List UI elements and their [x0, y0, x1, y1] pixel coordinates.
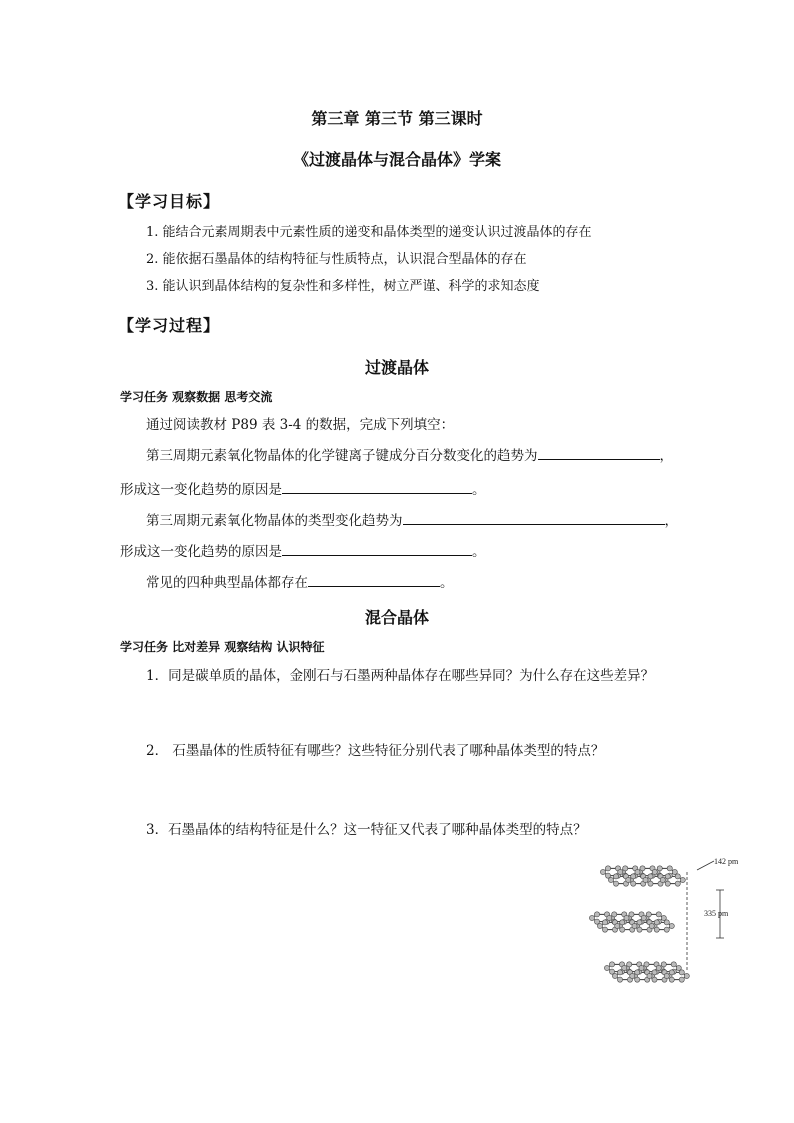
carbon-atom [631, 874, 636, 879]
carbon-atom [635, 977, 640, 982]
carbon-atom [624, 915, 629, 920]
transition-question-2 [146, 509, 678, 529]
carbon-atom [679, 970, 684, 975]
carbon-atom [675, 881, 680, 886]
carbon-atom [644, 962, 649, 967]
carbon-atom [597, 923, 602, 928]
carbon-atom [612, 973, 617, 978]
carbon-atom [669, 977, 674, 982]
carbon-atom [664, 920, 669, 925]
carbon-atom [665, 874, 670, 879]
carbon-atom [604, 965, 609, 970]
carbon-atom [618, 869, 623, 874]
carbon-atom [643, 877, 648, 882]
objective-item-1: 1. 能结合元素周期表中元素性质的递变和晶体类型的递变认识过渡晶体的存在 [146, 225, 592, 240]
transition-crystal-heading: 过渡晶体 [364, 358, 429, 377]
transition-question-1 [146, 444, 673, 464]
question-text: 第三周期元素氧化物晶体的类型变化趋势为 [146, 513, 403, 529]
layer-spacing-label: 335 pm [704, 909, 729, 918]
carbon-atom [647, 973, 652, 978]
carbon-atom [660, 877, 665, 882]
question-text: 第三周期元素氧化物晶体的化学键离子键成分百分数变化的趋势为 [146, 448, 538, 464]
carbon-atom [613, 874, 618, 879]
transition-intro: 通过阅读教材 P89 表 3-4 的数据，完成下列填空： [146, 417, 455, 433]
carbon-atom [637, 920, 642, 925]
carbon-atom [669, 970, 674, 975]
carbon-atom [589, 915, 594, 920]
carbon-atom [656, 912, 661, 917]
question-text: 常见的四种典型晶体都存在 [146, 575, 308, 591]
carbon-atom [608, 877, 613, 882]
carbon-atom [620, 920, 625, 925]
carbon-atom [656, 965, 661, 970]
objectives-heading: 【学习目标】 [118, 192, 221, 211]
answer-blank[interactable] [282, 541, 472, 556]
carbon-atom [615, 923, 620, 928]
carbon-atom [664, 927, 669, 932]
carbon-atom [626, 877, 631, 882]
carbon-atom [629, 912, 634, 917]
process-heading: 【学习过程】 [118, 316, 221, 335]
carbon-atom [627, 962, 632, 967]
carbon-atom [648, 881, 653, 886]
carbon-atom [622, 965, 627, 970]
carbon-atom [602, 920, 607, 925]
carbon-atom [635, 869, 640, 874]
carbon-atom [639, 965, 644, 970]
carbon-atom [664, 973, 669, 978]
carbon-atom [646, 912, 651, 917]
carbon-atom [605, 866, 610, 871]
carbon-atom [669, 923, 674, 928]
carbon-atom [652, 869, 657, 874]
carbon-atom [649, 923, 654, 928]
carbon-atom [680, 877, 685, 882]
carbon-atom [640, 866, 645, 871]
transition-question-1-reason [120, 478, 486, 498]
answer-blank[interactable] [308, 572, 440, 587]
carbon-atom [648, 874, 653, 879]
transition-question-3 [146, 571, 454, 591]
carbon-atom [671, 962, 676, 967]
answer-blank[interactable] [403, 510, 665, 525]
objective-item-3: 3. 能认识到晶体结构的复杂性和多样性，树立严谨、科学的求知态度 [146, 279, 540, 294]
carbon-atom [654, 920, 659, 925]
punctuation: 。 [440, 575, 454, 591]
carbon-atom [623, 866, 628, 871]
chapter-heading: 第三章 第三节 第三课时 [311, 109, 483, 128]
carbon-atom [632, 923, 637, 928]
carbon-atom [679, 977, 684, 982]
question-text: 形成这一变化趋势的原因是 [120, 544, 282, 560]
mixed-question-1: 1．同是碳单质的晶体，金刚石与石墨两种晶体存在哪些异同？为什么存在这些差异？ [146, 668, 655, 684]
carbon-atom [613, 881, 618, 886]
punctuation: 。 [472, 482, 486, 498]
carbon-atom [684, 973, 689, 978]
carbon-atom [652, 977, 657, 982]
bond-length-label: 142 pm [714, 857, 739, 866]
answer-blank[interactable] [538, 445, 660, 460]
carbon-atom [607, 915, 612, 920]
page-title: 《过渡晶体与混合晶体》学案 [292, 150, 501, 169]
carbon-atom [661, 962, 666, 967]
transition-question-2-reason [120, 540, 486, 560]
carbon-atom [654, 927, 659, 932]
carbon-atom [630, 973, 635, 978]
carbon-atom [667, 866, 672, 871]
carbon-atom [657, 866, 662, 871]
carbon-atom [652, 970, 657, 975]
carbon-atom [675, 874, 680, 879]
punctuation: 。 [472, 544, 486, 560]
carbon-atom [617, 970, 622, 975]
carbon-atom [635, 970, 640, 975]
carbon-atom [637, 927, 642, 932]
mixed-question-3: 3．石墨晶体的结构特征是什么？这一特征又代表了哪种晶体类型的特点？ [146, 822, 587, 838]
mixed-question-2: 2． 石墨晶体的性质特征有哪些？这些特征分别代表了哪种晶体类型的特点？ [146, 743, 605, 759]
carbon-atom [600, 869, 605, 874]
carbon-atom [665, 881, 670, 886]
carbon-atom [641, 915, 646, 920]
carbon-atom [617, 977, 622, 982]
carbon-atom [612, 912, 617, 917]
carbon-atom [602, 927, 607, 932]
punctuation: ， [664, 513, 678, 529]
objective-item-2: 2. 能依据石墨晶体的结构特征与性质特点，认识混合型晶体的存在 [146, 252, 527, 267]
question-text: 形成这一变化趋势的原因是 [120, 482, 282, 498]
carbon-atom [609, 962, 614, 967]
carbon-atom [631, 881, 636, 886]
carbon-atom [594, 912, 599, 917]
carbon-atom [620, 927, 625, 932]
graphite-structure-figure [580, 850, 780, 1000]
answer-blank[interactable] [282, 479, 472, 494]
mixed-crystal-heading: 混合晶体 [364, 608, 429, 627]
mixed-task-label: 学习任务 比对差异 观察结构 认识特征 [120, 640, 325, 654]
transition-task-label: 学习任务 观察数据 思考交流 [120, 390, 273, 404]
punctuation: ， [659, 448, 673, 464]
